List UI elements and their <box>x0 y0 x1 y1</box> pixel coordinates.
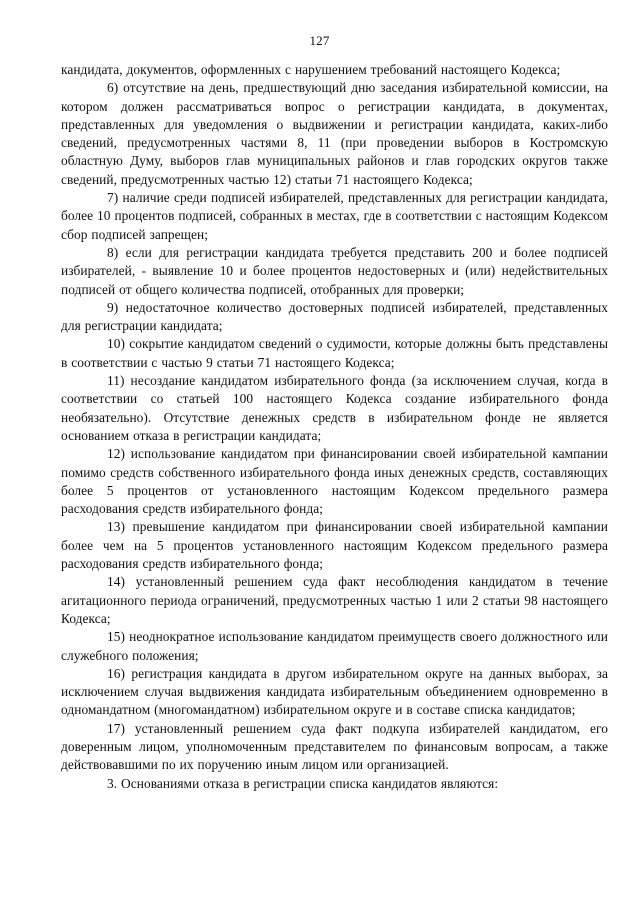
paragraph: 15) неоднократное использование кандидатом преимуществ своего должностного или служебного положения; <box>61 629 608 663</box>
paragraph: 16) регистрация кандидата в другом избирательном округе на данных выборах, за исключением случая выдвижения кандидата избирательным объединением одновременно в одномандатном (многомандатном) избирательном округе и в составе списка кандидатов; <box>61 665 608 718</box>
paragraph: 17) установленный решением суда факт подкупа избирателей кандидатом, его доверенным лицом, уполномоченным представителем по финансовым вопросам, а также действовавшими по их поручению иным лицом или организацией. <box>61 720 608 773</box>
paragraph: 11) несоздание кандидатом избирательного фонда (за исключением случая, когда в соответствии со статьей 100 настоящего Кодекса создание избирательного фонда необязательно). Отсутствие денежных средств в избирательном фонде не является основанием отказа в регистрации кандидата; <box>61 373 608 443</box>
page-number: 127 <box>309 33 330 48</box>
paragraph: 6) отсутствие на день, предшествующий дню заседания избирательной комиссии, на котором должен рассматриваться вопрос о регистрации кандидата, в документах, представленных для уведомления о выдвижении и регистрации кандидата, каких-либо сведений, предусмотренных частями 8, 11 (при проведении выборов в Костромскую областную Думу, выборов глав муниципальных районов и глав городских округов также сведений, предусмотренных частью 12) статьи 71 настоящего Кодекса; <box>61 80 608 187</box>
paragraph: 10) сокрытие кандидатом сведений о судимости, которые должны быть представлены в соответствии с частью 9 статьи 71 настоящего Кодекса; <box>61 336 608 370</box>
paragraph: 9) недостаточное количество достоверных подписей избирателей, представленных для регистрации кандидата; <box>61 299 608 334</box>
paragraph: 12) использование кандидатом при финансировании своей избирательной кампании помимо средств собственного избирательного фонда иных денежных средств, составляющих более 5 процентов от установленного настоящим Кодексом предельного размера расходования средств избирательного фонда; <box>61 446 608 517</box>
paragraph: 8) если для регистрации кандидата требуется представить 200 и более подписей избирателей, - выявление 10 и более процентов недостоверных и (или) недействительных подписей от общего количества подписей, отобранных для проверки; <box>61 244 608 297</box>
paragraph: 3. Основаниями отказа в регистрации списка кандидатов являются: <box>107 775 499 791</box>
paragraph: 13) превышение кандидатом при финансировании своей избирательной кампании более чем на 5 процентов установленного настоящим Кодексом предельного размера расходования средств избирательного фонда; <box>61 519 608 572</box>
paragraph: 14) установленный решением суда факт несоблюдения кандидатом в течение агитационного периода ограничений, предусмотренных частью 1 или 2 статьи 98 настоящего Кодекса; <box>61 574 608 626</box>
paragraph: кандидата, документов, оформленных с нарушением требований настоящего Кодекса; <box>61 62 561 77</box>
document-body <box>61 61 608 793</box>
paragraph: 7) наличие среди подписей избирателей, представленных для регистрации кандидата, более 10 процентов подписей, собранных в местах, где в соответствии с настоящим Кодексом сбор подписей запрещен; <box>61 190 608 242</box>
